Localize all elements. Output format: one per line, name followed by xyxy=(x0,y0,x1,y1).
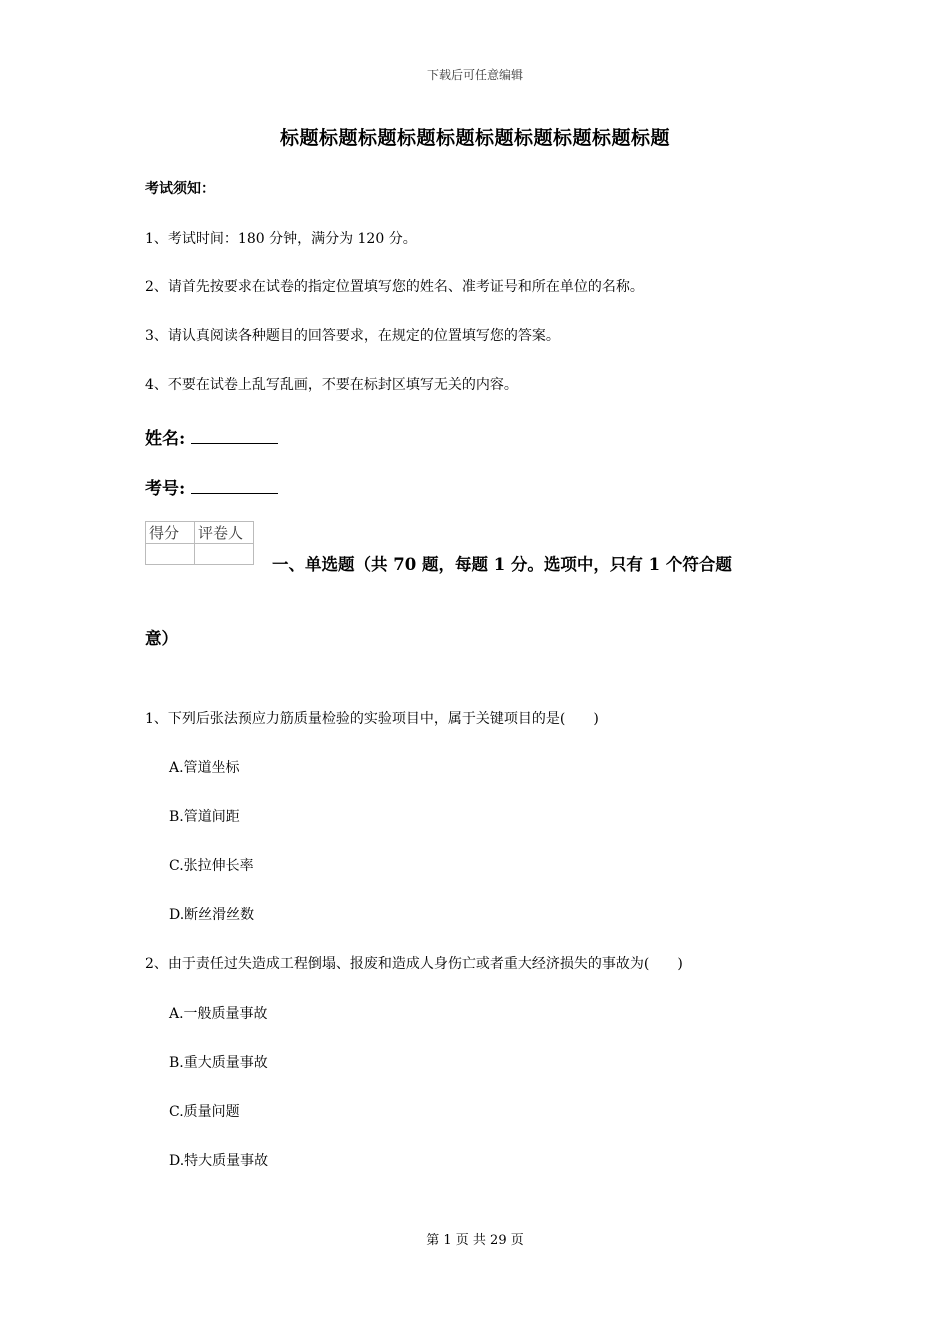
question-option[interactable]: B.重大质量事故 xyxy=(169,1055,268,1071)
question-option[interactable]: D.断丝滑丝数 xyxy=(169,907,255,923)
score-header-cell: 得分 xyxy=(146,522,195,544)
question-option[interactable]: C.质量问题 xyxy=(169,1104,240,1120)
grader-header-cell: 评卷人 xyxy=(195,522,254,544)
notice-heading: 考试须知： xyxy=(145,181,215,197)
notice-rule: 1、考试时间：180 分钟，满分为 120 分。 xyxy=(145,231,417,247)
question-option[interactable]: D.特大质量事故 xyxy=(169,1153,269,1169)
score-table-blank-row xyxy=(146,544,254,565)
id-field-label: 考号: xyxy=(145,479,186,499)
question-stem: 2、由于责任过失造成工程倒塌、报废和造成人身伤亡或者重大经济损失的事故为( ) xyxy=(145,956,683,972)
question-option[interactable]: A.一般质量事故 xyxy=(169,1006,268,1022)
notice-rule: 4、不要在试卷上乱写乱画，不要在标封区填写无关的内容。 xyxy=(145,377,518,393)
notice-rule: 2、请首先按要求在试卷的指定位置填写您的姓名、准考证号和所在单位的名称。 xyxy=(145,279,644,295)
name-field-label: 姓名: xyxy=(145,429,186,449)
question-option[interactable]: A.管道坐标 xyxy=(169,760,240,776)
question-option[interactable]: B.管道间距 xyxy=(169,809,240,825)
header-note: 下载后可任意编辑 xyxy=(426,68,523,82)
score-table-header-row xyxy=(146,522,254,544)
document-title: 标题标题标题标题标题标题标题标题标题标题 xyxy=(279,127,670,149)
section-heading: 一、单选题（共 70 题，每题 1 分。选项中，只有 1 个符合题 xyxy=(272,555,732,574)
question-option[interactable]: C.张拉伸长率 xyxy=(169,858,254,874)
question-stem: 1、下列后张法预应力筋质量检验的实验项目中，属于关键项目的是( ) xyxy=(145,711,599,727)
section-heading-continuation: 意） xyxy=(145,629,178,648)
id-field-blank[interactable] xyxy=(191,493,278,494)
name-field-blank[interactable] xyxy=(191,443,278,444)
page-footer: 第 1 页 共 29 页 xyxy=(426,1233,524,1248)
notice-rule: 3、请认真阅读各种题目的回答要求，在规定的位置填写您的答案。 xyxy=(145,328,560,344)
grader-blank-cell[interactable] xyxy=(195,544,254,565)
score-blank-cell[interactable] xyxy=(146,544,195,565)
score-table xyxy=(145,521,254,565)
